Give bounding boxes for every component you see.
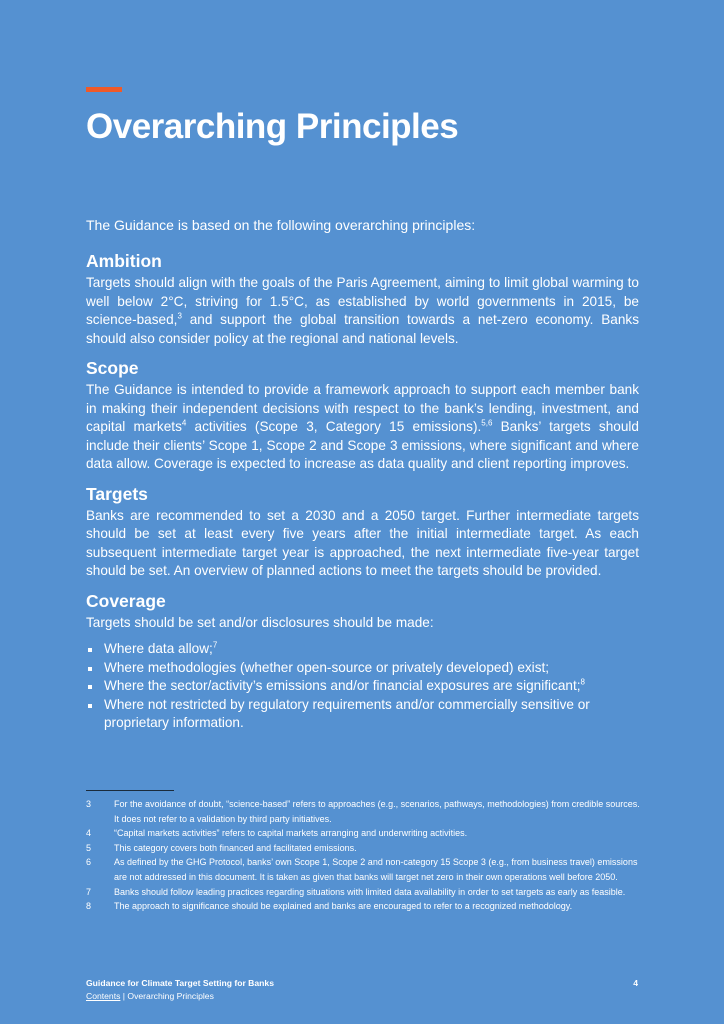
footnote-item	[86, 797, 642, 826]
page-footer	[86, 977, 638, 1003]
footnote-ref-3[interactable]: 3	[177, 311, 182, 321]
breadcrumb-separator: |	[122, 991, 126, 1001]
list-item-text: Where the sector/activity’s emissions and/or financial exposures are significant;	[104, 678, 581, 693]
footnote-number: 6	[86, 857, 92, 868]
footnote-number: 4	[86, 828, 92, 839]
bullet-square-icon	[88, 667, 92, 671]
section-heading-ambition: Ambition	[86, 251, 162, 271]
list-item	[86, 640, 639, 659]
footnote-divider	[86, 790, 174, 791]
section-body-coverage: Targets should be set and/or disclosures should be made:	[86, 614, 434, 630]
footer-document-title: Guidance for Climate Target Setting for Banks	[86, 978, 274, 988]
main-content	[86, 216, 639, 733]
footnote-number: 7	[86, 886, 92, 897]
footnote-text: For the avoidance of doubt, “science-based” refers to approaches (e.g., scenarios, pathways, methodologies) from credible sources. It does not refer to a validation by third party initiatives.	[114, 799, 640, 824]
list-item	[86, 659, 639, 678]
footnote-item	[86, 841, 642, 856]
ambition-text-a: Targets should align with the goals of the Paris Agreement, aiming to limit global warming to well below 2°C, striving for 1.5°C, as established by world governments in 2015, be science-based,	[86, 275, 639, 327]
footnote-number: 5	[86, 842, 92, 853]
bullet-square-icon	[88, 648, 92, 652]
section-heading-scope: Scope	[86, 358, 139, 378]
list-item-text: Where methodologies (whether open-source or privately developed) exist;	[104, 659, 550, 675]
footnote-text: This category covers both financed and facilitated emissions.	[114, 842, 357, 853]
breadcrumb-current-section: Overarching Principles	[127, 991, 214, 1001]
footnote-number: 3	[86, 799, 92, 809]
page-title: Overarching Principles	[86, 107, 459, 146]
list-item	[86, 696, 639, 733]
footer-breadcrumb	[86, 990, 638, 1003]
list-item-text: Where data allow;	[104, 641, 213, 656]
title-accent-bar	[86, 87, 122, 92]
section-targets	[86, 483, 639, 581]
section-coverage	[86, 590, 639, 733]
footer-page-number: 4	[633, 978, 638, 988]
section-body-scope	[86, 381, 639, 474]
bullet-square-icon	[88, 685, 92, 689]
list-item-text: Where not restricted by regulatory requirements and/or commercially sensitive or proprietary information.	[104, 696, 590, 730]
ambition-text-b: and support the global transition towards a net-zero economy. Banks should also consider policy at the regional and national levels.	[86, 312, 639, 346]
footnote-item	[86, 885, 642, 900]
footnote-ref-8[interactable]: 8	[580, 677, 585, 687]
section-scope	[86, 357, 639, 474]
footnote-item	[86, 826, 642, 841]
footnote-text: “Capital markets activities” refers to capital markets arranging and underwriting activities.	[114, 828, 468, 839]
footnote-ref-5-6[interactable]: 5,6	[481, 418, 493, 428]
section-body-ambition	[86, 274, 639, 348]
list-item	[86, 677, 639, 696]
footnote-item	[86, 855, 642, 884]
footnote-text: As defined by the GHG Protocol, banks’ own Scope 1, Scope 2 and non-category 15 Scope 3 (e.g., from business travel) emissions are not addressed in this document. It is taken as given that banks will target net zero in their own operations well before 2050.	[114, 857, 638, 882]
section-body-targets: Banks are recommended to set a 2030 and a 2050 target. Further intermediate targets should be set at least every five years after the initial intermediate target. As each subsequent intermediate target year is approached, the next intermediate five-year target should be set. An overview of planned actions to meet the targets should be provided.	[86, 507, 639, 578]
footnote-text: Banks should follow leading practices regarding situations with limited data availability in order to set targets as early as feasible.	[114, 886, 626, 897]
scope-text-a: The Guidance is intended to provide a framework approach to support each member bank in making their independent decisions with respect to the bank’s lending, investment, and capital markets	[86, 382, 639, 434]
scope-text-c: Banks’ targets should include their clients’ Scope 1, Scope 2 and Scope 3 emissions, where significant and where data allow. Coverage is expected to increase as data quality and client reporting improves.	[86, 419, 639, 471]
section-heading-targets: Targets	[86, 483, 148, 504]
footnote-number: 8	[86, 901, 92, 912]
footnote-item	[86, 899, 642, 914]
bullet-square-icon	[88, 704, 92, 708]
contents-link[interactable]: Contents	[86, 991, 121, 1001]
scope-text-b: activities (Scope 3, Category 15 emissions).	[186, 419, 482, 434]
footnotes	[86, 797, 642, 914]
footnote-ref-4[interactable]: 4	[181, 418, 187, 428]
coverage-bullet-list	[86, 640, 639, 733]
section-ambition	[86, 250, 639, 348]
intro-text: The Guidance is based on the following overarching principles:	[86, 217, 476, 233]
footnote-ref-7[interactable]: 7	[212, 640, 218, 650]
section-heading-coverage: Coverage	[86, 590, 166, 611]
footnote-text: The approach to significance should be explained and banks are encouraged to refer to a recognized methodology.	[114, 901, 573, 912]
